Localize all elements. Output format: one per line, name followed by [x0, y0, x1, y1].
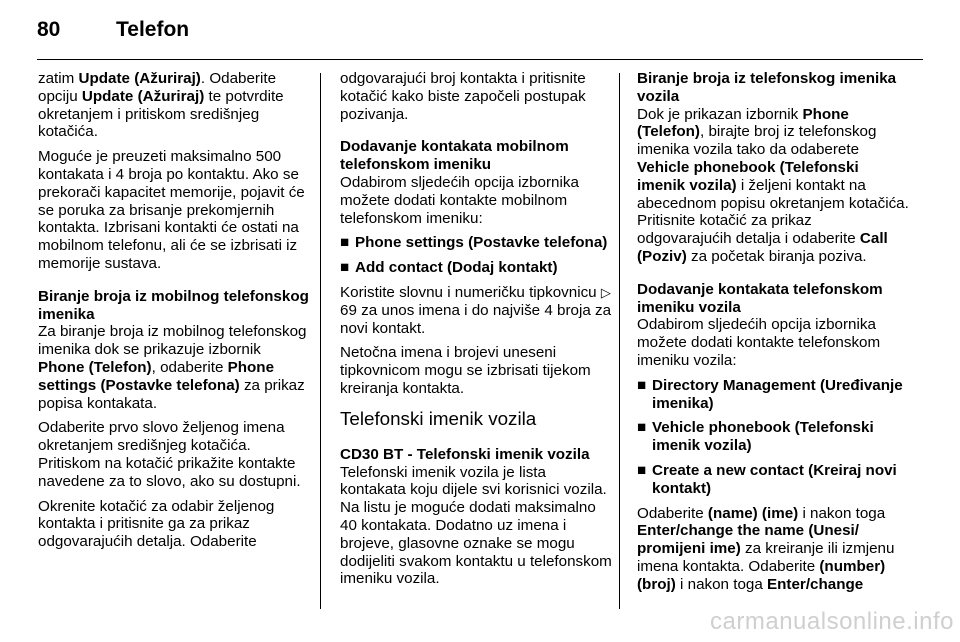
paragraph: odgovarajući broj kontakta i pritisnite kotačić kako biste započeli postupak pozivanja. — [340, 70, 586, 123]
bullet-square-icon: ■ — [637, 461, 647, 479]
section-heading: CD30 BT - Telefonski imenik vozila — [340, 445, 590, 463]
menu-path-item: ■ Phone settings (Postavke telefona) — [340, 234, 608, 252]
menu-path-item: ■ Add contact (Dodaj kontakt) — [340, 259, 558, 277]
menu-path-item: ■ Directory Management (Uređivanje imenika) — [637, 376, 903, 412]
paragraph: Koristite slovnu i numeričku tipkovnicu ▷ 69 za unos imena i do najviše 4 broja za novi kontakt. — [340, 283, 612, 337]
page-number: 80 — [37, 18, 61, 41]
bullet-square-icon: ■ — [637, 419, 647, 437]
page-reference: 69 — [340, 301, 357, 319]
watermark: carmanualsonline.info — [710, 608, 954, 635]
paragraph: Dok je prikazan izbornik Phone (Telefon), birajte broj iz telefonskog imenika vozila tako da odaberete Vehicle phonebook (Telefonski imenik vozila) i željeni kontakt na abecednom popisu okretanjem kotačića. Pritisnite kotačić za prikaz odgovarajućih detalja i odaberite Call (Poziv) za početak biranja poziva. — [637, 105, 909, 265]
bullet-square-icon: ■ — [340, 234, 350, 252]
column-divider-2 — [619, 73, 620, 609]
page-reference-icon: ▷ — [600, 284, 611, 300]
column-3 — [637, 70, 909, 601]
paragraph: Netočna imena i brojevi uneseni tipkovnicom mogu se izbrisati tijekom kreiranja kontakta. — [340, 344, 591, 397]
header-rule — [37, 59, 923, 60]
section-heading: Dodavanje kontakata telefonskom imeniku vozila — [637, 280, 883, 316]
section-heading: Biranje broja iz mobilnog telefonskog imenika — [38, 287, 309, 323]
column-divider-1 — [320, 73, 321, 609]
paragraph: Okrenite kotačić za odabir željenog kontakta i pritisnite ga za prikaz odgovarajućih detalja. Odaberite — [38, 497, 275, 551]
paragraph: Telefonski imenik vozila je lista kontakata koju dijele svi korisnici vozila. Na listu je moguće dodati maksimalno 40 kontakata. Dodatno uz imena i brojeve, glasovne oznake se mogu dodijeliti svakom kontaktu u telefonskom imeniku vozila. — [340, 463, 612, 588]
paragraph: Moguće je preuzeti maksimalno 500 kontakata i 4 broja po kontaktu. Ako se prekorači kapacitet memorije, pojavit će se poruka za brisanje prekomjernih kontakta. Izbrisani kontakti će ostati na mobilnom telefonu, ali će se izbrisati iz memorije sustava. — [38, 148, 305, 272]
menu-path-item: ■ Vehicle phonebook (Telefonski imenik vozila) — [637, 419, 874, 455]
paragraph: Za biranje broja iz mobilnog telefonskog imenika dok se prikazuje izbornik Phone (Telefon), odaberite Phone settings (Postavke telefona) za prikaz popisa kontakata. — [38, 323, 307, 412]
menu-path-item: ■ Create a new contact (Kreiraj novi kontakt) — [637, 461, 897, 497]
paragraph: Odaberite prvo slovo željenog imena okretanjem središnjeg kotačića. Pritiskom na kotačić prikažite kontakte navedene za to slovo, ako su dostupni. — [38, 419, 301, 490]
paragraph: Odaberite (name) (ime) i nakon toga Enter/change the name (Unesi/ promijeni ime) za kreiranje ili izmjenu imena kontakta. Odaberite (number) (broj) i nakon toga Enter/change — [637, 504, 895, 593]
bullet-square-icon: ■ — [340, 259, 350, 277]
column-1 — [38, 70, 310, 558]
section-heading: Biranje broja iz telefonskog imenika vozila — [637, 70, 897, 105]
paragraph: Odabirom sljedećih opcija izbornika možete dodati kontakte mobilnom telefonskom imeniku: — [340, 173, 579, 227]
column-2 — [340, 70, 612, 595]
chapter-section-title: Telefonski imenik vozila — [340, 407, 537, 429]
chapter-title: Telefon — [116, 18, 190, 41]
paragraph: zatim Update (Ažuriraj). Odaberite opciju Update (Ažuriraj) te potvrdite okretanjem i pritiskom središnjeg kotačića. — [38, 70, 284, 141]
paragraph: Odabirom sljedećih opcija izbornika možete dodati kontakte telefonskom imeniku vozila: — [637, 316, 881, 369]
section-heading: Dodavanje kontakata mobilnom telefonskom imeniku — [340, 138, 569, 174]
bullet-square-icon: ■ — [637, 376, 647, 394]
